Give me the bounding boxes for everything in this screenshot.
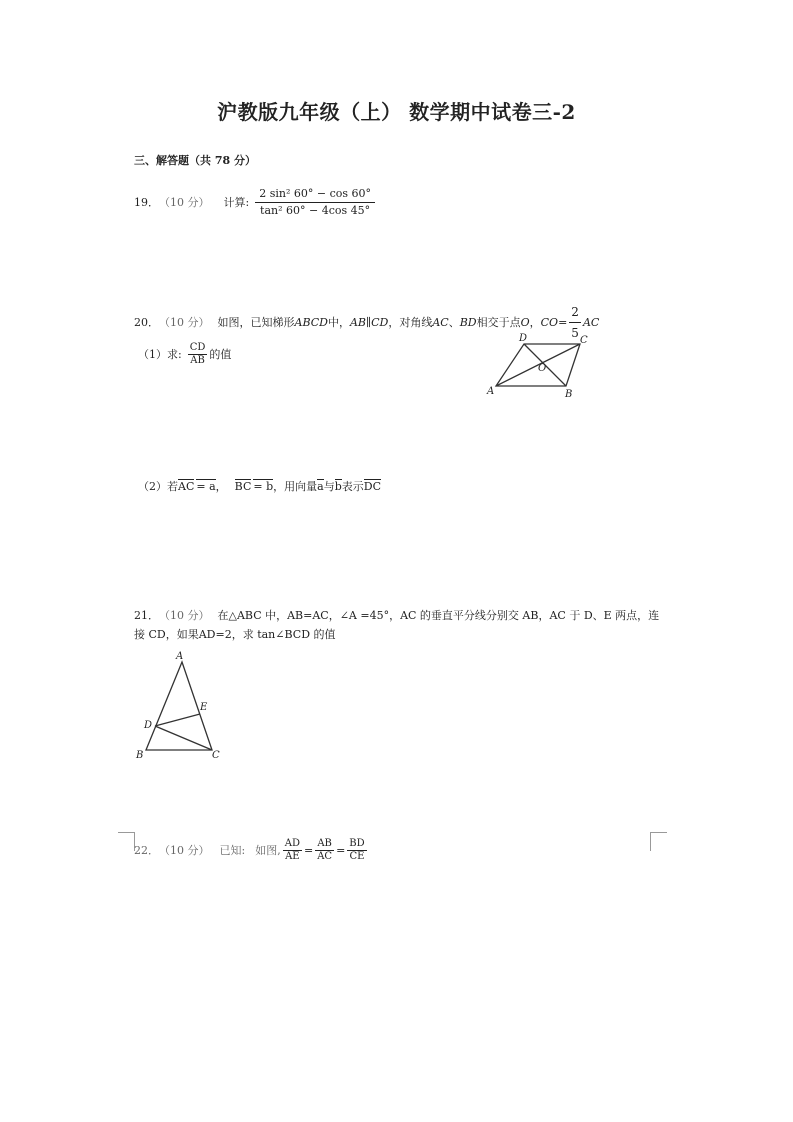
q20-number: 20． [134,315,159,329]
q20-part1-label: （1）求: [138,347,182,361]
q20-ac2: AC [582,315,600,329]
q20-comma: ， [215,480,227,493]
question-22 [134,838,369,863]
q20-o: O [520,315,530,329]
q22-f1-num: AD [284,838,300,849]
q20-text1: 如图，已知梯形 [217,315,295,329]
q20-frac-num: 2 [569,302,581,323]
vector-bc: BC [234,480,252,493]
line-de [155,714,200,726]
q20-text4: 相交于点 [476,315,521,329]
q22-f2-den: AC [317,851,333,862]
q22-fraction-1 [283,838,302,863]
label-a: A [487,386,495,397]
q20-part1-fraction [188,342,208,367]
line-dc [155,726,212,750]
q22-f1-den: AE [285,851,300,862]
trapezoid-figure [484,330,594,402]
q21-score: （10 分） [159,609,210,622]
q20-part1-num: CD [189,342,206,353]
q19-label: 计算: [223,195,250,209]
label-b: B [136,750,144,761]
vector-b: b [334,480,342,493]
q20-part2-text: ，用向量 [273,480,318,493]
q20-part1-suffix: 的值 [209,347,232,361]
q19-score: （10 分） [159,195,210,209]
label-d: D [144,720,153,731]
q20-text3: ，对角线 [388,315,433,329]
q22-number: 22． [134,843,159,857]
label-a: A [176,651,184,662]
q22-label: 已知: [219,843,246,857]
q20-part1-den: AB [190,355,205,366]
q22-eq2: = [336,843,346,857]
label-o: O [538,363,547,374]
q20-frac-den: 5 [571,326,579,340]
vector-dc: DC [363,480,381,493]
q20-part2-label: （2）若 [138,480,178,493]
q20-sep: 、 [448,315,460,329]
q22-f3-num: BD [349,838,365,849]
q20-yu: 与 [323,480,335,493]
question-21 [134,608,659,624]
q22-score: （10 分） [159,843,210,857]
q20-text5: ， [529,315,541,329]
q19-denominator: tan² 60° − 4cos 45° [260,204,371,217]
q20-part1 [138,342,231,367]
label-d: D [519,333,528,344]
q19-expression [255,186,375,219]
q21-line1: 在△ABC 中，AB=AC，∠A =45°，AC 的垂直平分线分别交 AB，AC 于 D、E 两点，连 [217,609,660,622]
corner-mark-right [650,832,667,851]
q20-co: CO [540,315,559,329]
q20-parallel: AB∥CD [349,315,389,329]
q22-text: 如图, [255,843,281,857]
triangle-figure [132,648,228,764]
q20-eq-b: = b [253,480,274,493]
q20-eq-a: = a [196,480,216,493]
label-b: B [565,389,573,400]
q22-eq1: = [303,843,314,857]
q20-abcd: ABCD [294,315,328,329]
q20-part2 [138,479,381,495]
vector-ac: AC [178,480,195,493]
q20-score: （10 分） [159,315,210,329]
q22-f3-den: CE [349,851,365,862]
page-title: 沪教版九年级（上） 数学期中试卷三-2 [217,100,576,124]
section-heading: 三、解答题（共 78 分） [134,154,256,167]
label-e: E [200,702,208,713]
q20-eq: = [558,315,568,329]
q20-text2: 中， [327,315,350,329]
vector-a: a [317,480,324,493]
q19-numerator: 2 sin² 60° − cos 60° [255,186,375,203]
q19-number: 19． [134,195,159,209]
q20-ac: AC [432,315,449,329]
q22-fraction-3 [347,838,366,863]
question-19 [134,186,377,219]
label-c: C [212,750,220,761]
label-c: C [580,335,588,346]
q22-f2-num: AB [317,838,332,849]
q21-number: 21． [134,609,159,622]
q20-biaoshi: 表示 [341,480,364,493]
q22-fraction-2 [315,838,334,863]
q20-bd: BD [459,315,477,329]
corner-mark-left [118,832,135,851]
q21-line2: 接 CD，如果AD=2，求 tan∠BCD 的值 [134,628,336,641]
